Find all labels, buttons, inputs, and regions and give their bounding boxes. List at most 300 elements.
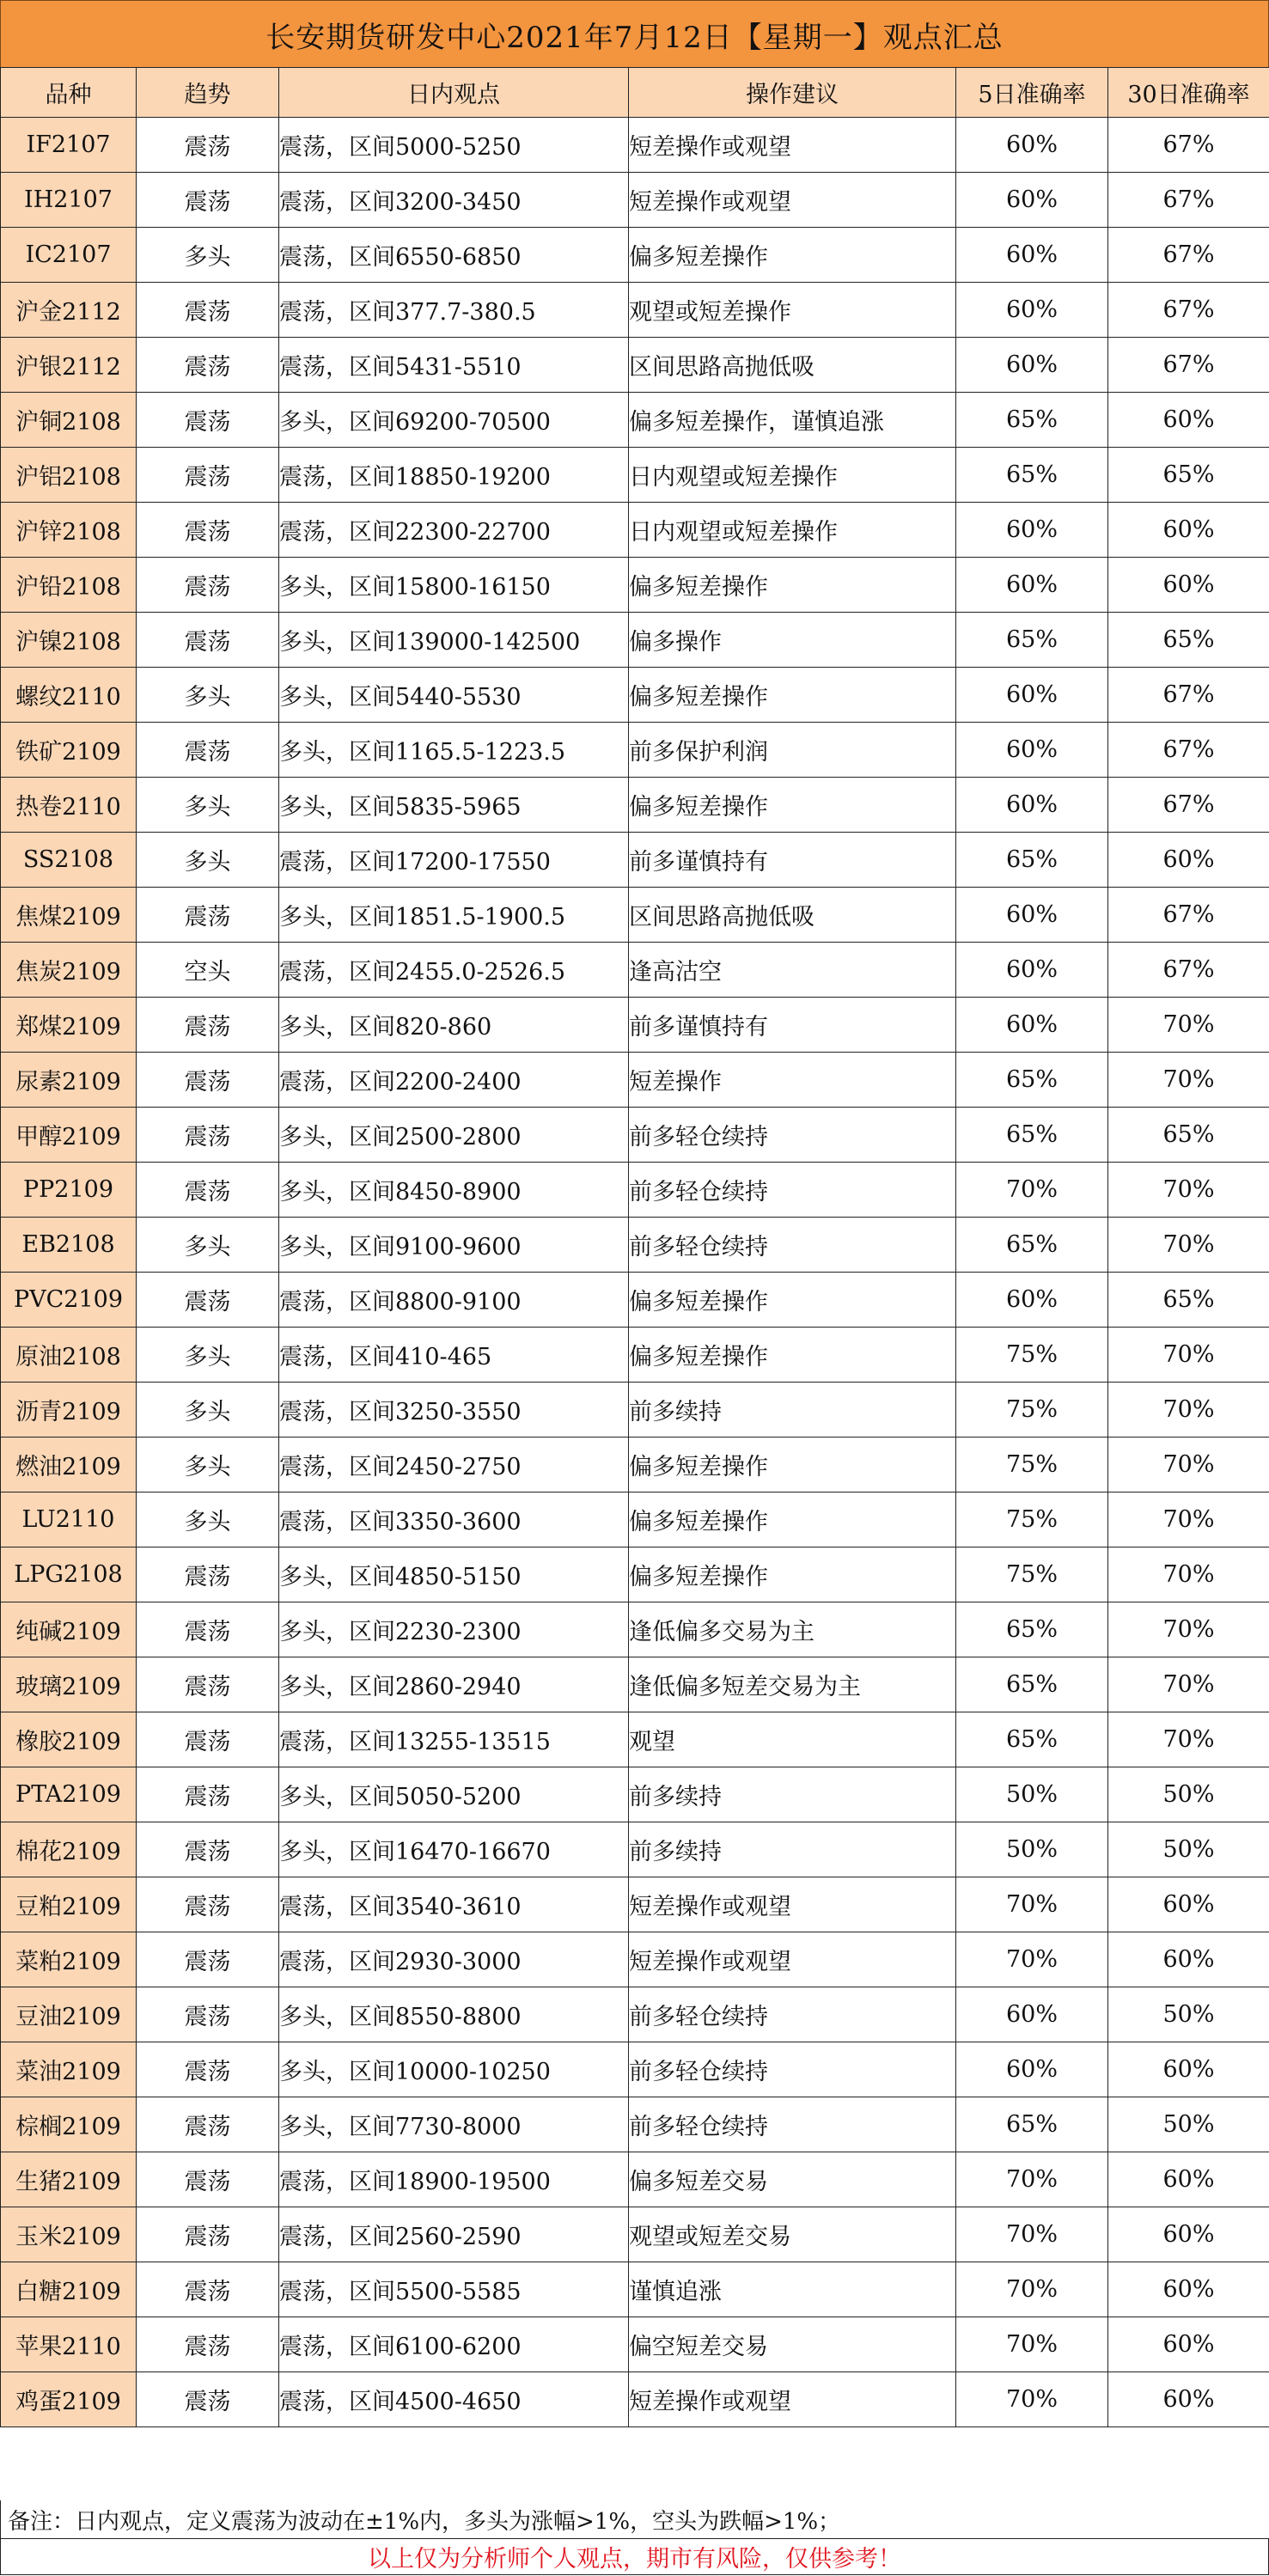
cell-trend: 震荡 — [137, 558, 279, 613]
cell-rate5: 65% — [956, 1657, 1108, 1712]
cell-name: 尿素2109 — [1, 1053, 137, 1108]
cell-view: 震荡，区间2560-2590 — [279, 2207, 629, 2262]
cell-name: 豆粕2109 — [1, 1877, 137, 1932]
cell-advice: 前多轻仓续持 — [629, 2097, 956, 2152]
cell-name: 沪银2112 — [1, 338, 137, 393]
cell-view: 多头，区间139000-142500 — [279, 613, 629, 668]
cell-rate5: 65% — [956, 2097, 1108, 2152]
cell-trend: 震荡 — [137, 888, 279, 943]
cell-view: 震荡，区间2450-2750 — [279, 1438, 629, 1492]
cell-rate5: 60% — [956, 888, 1108, 943]
cell-rate30: 70% — [1108, 1163, 1269, 1218]
cell-view: 震荡，区间2200-2400 — [279, 1053, 629, 1108]
cell-trend: 震荡 — [137, 1602, 279, 1657]
table-row — [1, 1712, 1269, 1767]
cell-advice: 短差操作或观望 — [629, 118, 956, 173]
cell-name: EB2108 — [1, 1218, 137, 1273]
cell-advice: 短差操作或观望 — [629, 1877, 956, 1932]
cell-advice: 偏多操作 — [629, 613, 956, 668]
cell-name: 原油2108 — [1, 1328, 137, 1383]
cell-rate30: 65% — [1108, 448, 1269, 503]
cell-trend: 震荡 — [137, 1657, 279, 1712]
cell-rate5: 60% — [956, 943, 1108, 998]
cell-view: 多头，区间1165.5-1223.5 — [279, 723, 629, 778]
cell-view: 多头，区间69200-70500 — [279, 393, 629, 448]
cell-rate5: 70% — [956, 2152, 1108, 2207]
cell-advice: 前多续持 — [629, 1383, 956, 1438]
cell-advice: 偏多短差操作 — [629, 558, 956, 613]
cell-advice: 偏多短差操作 — [629, 1547, 956, 1602]
cell-view: 震荡，区间13255-13515 — [279, 1712, 629, 1767]
viewpoint-table — [0, 67, 1269, 2427]
cell-rate30: 65% — [1108, 1273, 1269, 1328]
cell-name: 郑煤2109 — [1, 998, 137, 1053]
cell-advice: 前多谨慎持有 — [629, 833, 956, 888]
cell-name: 菜油2109 — [1, 2042, 137, 2097]
cell-view: 多头，区间1851.5-1900.5 — [279, 888, 629, 943]
disclaimer: 以上仅为分析师个人观点，期市有风险，仅供参考！ — [0, 2538, 1269, 2575]
table-row — [1, 2152, 1269, 2207]
cell-trend: 震荡 — [137, 1822, 279, 1877]
cell-rate5: 60% — [956, 228, 1108, 283]
table-row — [1, 2042, 1269, 2097]
cell-rate30: 65% — [1108, 1108, 1269, 1163]
table-row — [1, 1602, 1269, 1657]
cell-view: 震荡，区间5431-5510 — [279, 338, 629, 393]
cell-rate30: 60% — [1108, 833, 1269, 888]
table-body — [1, 118, 1269, 2427]
cell-trend: 震荡 — [137, 173, 279, 228]
table-row — [1, 2207, 1269, 2262]
cell-rate30: 70% — [1108, 1328, 1269, 1383]
cell-advice: 偏多短差操作，谨慎追涨 — [629, 393, 956, 448]
cell-rate30: 60% — [1108, 1932, 1269, 1987]
cell-trend: 震荡 — [137, 613, 279, 668]
cell-name: 热卷2110 — [1, 778, 137, 833]
cell-trend: 震荡 — [137, 1273, 279, 1328]
cell-trend: 震荡 — [137, 1053, 279, 1108]
cell-advice: 偏多短差操作 — [629, 1438, 956, 1492]
cell-view: 震荡，区间3200-3450 — [279, 173, 629, 228]
cell-trend: 震荡 — [137, 2372, 279, 2427]
cell-advice: 日内观望或短差操作 — [629, 503, 956, 558]
cell-rate5: 70% — [956, 1877, 1108, 1932]
cell-trend: 多头 — [137, 833, 279, 888]
cell-trend: 震荡 — [137, 1712, 279, 1767]
cell-rate5: 60% — [956, 118, 1108, 173]
cell-rate30: 67% — [1108, 173, 1269, 228]
cell-advice: 偏多短差操作 — [629, 1328, 956, 1383]
cell-trend: 震荡 — [137, 1108, 279, 1163]
cell-view: 多头，区间8550-8800 — [279, 1987, 629, 2042]
cell-rate30: 70% — [1108, 1602, 1269, 1657]
cell-name: 鸡蛋2109 — [1, 2372, 137, 2427]
cell-rate30: 70% — [1108, 1712, 1269, 1767]
table-row — [1, 723, 1269, 778]
cell-name: 沪锌2108 — [1, 503, 137, 558]
cell-advice: 偏多短差操作 — [629, 778, 956, 833]
cell-rate5: 65% — [956, 1053, 1108, 1108]
cell-trend: 震荡 — [137, 723, 279, 778]
cell-view: 多头，区间8450-8900 — [279, 1163, 629, 1218]
cell-rate30: 60% — [1108, 2152, 1269, 2207]
cell-trend: 震荡 — [137, 2042, 279, 2097]
cell-trend: 多头 — [137, 1328, 279, 1383]
footnote: 备注：日内观点，定义震荡为波动在±1%内，多头为涨幅>1%，空头为跌幅>1%； — [0, 2500, 1269, 2539]
table-row — [1, 558, 1269, 613]
cell-name: SS2108 — [1, 833, 137, 888]
cell-advice: 短差操作或观望 — [629, 2372, 956, 2427]
cell-advice: 前多轻仓续持 — [629, 1218, 956, 1273]
cell-rate5: 65% — [956, 1108, 1108, 1163]
cell-advice: 前多续持 — [629, 1767, 956, 1822]
cell-rate30: 70% — [1108, 998, 1269, 1053]
cell-name: 豆油2109 — [1, 1987, 137, 2042]
table-row — [1, 1877, 1269, 1932]
cell-rate5: 65% — [956, 393, 1108, 448]
table-row — [1, 2317, 1269, 2372]
cell-name: IC2107 — [1, 228, 137, 283]
cell-rate30: 50% — [1108, 1767, 1269, 1822]
cell-name: 橡胶2109 — [1, 1712, 137, 1767]
cell-rate5: 65% — [956, 1218, 1108, 1273]
cell-name: LPG2108 — [1, 1547, 137, 1602]
cell-rate30: 67% — [1108, 283, 1269, 338]
table-row — [1, 613, 1269, 668]
cell-view: 多头，区间16470-16670 — [279, 1822, 629, 1877]
cell-rate30: 67% — [1108, 228, 1269, 283]
cell-rate5: 50% — [956, 1822, 1108, 1877]
cell-advice: 逢低偏多交易为主 — [629, 1602, 956, 1657]
cell-rate30: 70% — [1108, 1492, 1269, 1547]
cell-rate30: 60% — [1108, 2262, 1269, 2317]
cell-rate30: 67% — [1108, 888, 1269, 943]
report-title: 长安期货研发中心2021年7月12日【星期一】观点汇总 — [0, 0, 1269, 68]
table-row — [1, 1657, 1269, 1712]
cell-rate30: 70% — [1108, 1218, 1269, 1273]
cell-view: 震荡，区间6100-6200 — [279, 2317, 629, 2372]
cell-rate30: 67% — [1108, 668, 1269, 723]
table-row — [1, 1932, 1269, 1987]
cell-rate5: 65% — [956, 1602, 1108, 1657]
table-row — [1, 1383, 1269, 1438]
cell-advice: 前多轻仓续持 — [629, 2042, 956, 2097]
cell-advice: 观望或短差操作 — [629, 283, 956, 338]
cell-name: 沪铝2108 — [1, 448, 137, 503]
cell-trend: 多头 — [137, 1218, 279, 1273]
table-row — [1, 173, 1269, 228]
cell-rate30: 67% — [1108, 118, 1269, 173]
cell-name: 棉花2109 — [1, 1822, 137, 1877]
cell-trend: 震荡 — [137, 2262, 279, 2317]
table-row — [1, 1767, 1269, 1822]
cell-advice: 短差操作或观望 — [629, 173, 956, 228]
cell-view: 多头，区间10000-10250 — [279, 2042, 629, 2097]
cell-rate5: 75% — [956, 1383, 1108, 1438]
cell-rate30: 50% — [1108, 2097, 1269, 2152]
cell-trend: 多头 — [137, 668, 279, 723]
cell-rate30: 60% — [1108, 558, 1269, 613]
cell-trend: 震荡 — [137, 2097, 279, 2152]
header-rate5: 5日准确率 — [956, 68, 1108, 118]
table-row — [1, 1492, 1269, 1547]
cell-trend: 震荡 — [137, 448, 279, 503]
cell-name: 棕榈2109 — [1, 2097, 137, 2152]
cell-view: 多头，区间15800-16150 — [279, 558, 629, 613]
cell-name: 沥青2109 — [1, 1383, 137, 1438]
cell-trend: 震荡 — [137, 2152, 279, 2207]
cell-trend: 震荡 — [137, 1767, 279, 1822]
cell-rate30: 70% — [1108, 1438, 1269, 1492]
cell-rate5: 60% — [956, 778, 1108, 833]
cell-rate5: 60% — [956, 338, 1108, 393]
table-row — [1, 1438, 1269, 1492]
cell-rate5: 65% — [956, 448, 1108, 503]
table-row — [1, 998, 1269, 1053]
cell-view: 震荡，区间2930-3000 — [279, 1932, 629, 1987]
cell-rate5: 60% — [956, 503, 1108, 558]
cell-rate5: 60% — [956, 283, 1108, 338]
cell-name: 甲醇2109 — [1, 1108, 137, 1163]
cell-rate30: 65% — [1108, 613, 1269, 668]
header-advice: 操作建议 — [629, 68, 956, 118]
cell-name: 菜粕2109 — [1, 1932, 137, 1987]
header-trend: 趋势 — [137, 68, 279, 118]
cell-trend: 震荡 — [137, 1932, 279, 1987]
cell-rate5: 60% — [956, 668, 1108, 723]
table-row — [1, 338, 1269, 393]
cell-view: 震荡，区间3250-3550 — [279, 1383, 629, 1438]
cell-rate30: 60% — [1108, 2317, 1269, 2372]
cell-name: 螺纹2110 — [1, 668, 137, 723]
cell-trend: 震荡 — [137, 2317, 279, 2372]
cell-rate5: 65% — [956, 833, 1108, 888]
cell-rate5: 75% — [956, 1328, 1108, 1383]
cell-view: 多头，区间4850-5150 — [279, 1547, 629, 1602]
cell-rate5: 70% — [956, 2372, 1108, 2427]
cell-advice: 逢低偏多短差交易为主 — [629, 1657, 956, 1712]
cell-advice: 偏多短差操作 — [629, 228, 956, 283]
cell-view: 多头，区间2860-2940 — [279, 1657, 629, 1712]
cell-name: 焦炭2109 — [1, 943, 137, 998]
cell-advice: 逢高沽空 — [629, 943, 956, 998]
cell-view: 震荡，区间17200-17550 — [279, 833, 629, 888]
cell-name: 纯碱2109 — [1, 1602, 137, 1657]
cell-advice: 偏多短差操作 — [629, 668, 956, 723]
cell-rate5: 60% — [956, 998, 1108, 1053]
cell-advice: 日内观望或短差操作 — [629, 448, 956, 503]
cell-rate5: 70% — [956, 2262, 1108, 2317]
cell-rate30: 70% — [1108, 1657, 1269, 1712]
cell-advice: 偏空短差交易 — [629, 2317, 956, 2372]
cell-view: 震荡，区间8800-9100 — [279, 1273, 629, 1328]
cell-rate5: 60% — [956, 723, 1108, 778]
cell-trend: 震荡 — [137, 998, 279, 1053]
cell-rate30: 60% — [1108, 2372, 1269, 2427]
cell-trend: 多头 — [137, 1492, 279, 1547]
cell-view: 震荡，区间2455.0-2526.5 — [279, 943, 629, 998]
cell-view: 多头，区间5440-5530 — [279, 668, 629, 723]
table-row — [1, 888, 1269, 943]
cell-view: 多头，区间7730-8000 — [279, 2097, 629, 2152]
cell-rate5: 60% — [956, 558, 1108, 613]
cell-trend: 空头 — [137, 943, 279, 998]
cell-trend: 多头 — [137, 228, 279, 283]
cell-rate5: 70% — [956, 2207, 1108, 2262]
cell-trend: 震荡 — [137, 393, 279, 448]
cell-view: 多头，区间5050-5200 — [279, 1767, 629, 1822]
table-row — [1, 118, 1269, 173]
cell-view: 震荡，区间18850-19200 — [279, 448, 629, 503]
table-row — [1, 1053, 1269, 1108]
cell-rate30: 67% — [1108, 338, 1269, 393]
cell-rate5: 60% — [956, 173, 1108, 228]
table-row — [1, 393, 1269, 448]
table-row — [1, 228, 1269, 283]
table-row — [1, 1163, 1269, 1218]
cell-advice: 前多轻仓续持 — [629, 1163, 956, 1218]
cell-trend: 震荡 — [137, 1163, 279, 1218]
table-row — [1, 2372, 1269, 2427]
header-rate30: 30日准确率 — [1108, 68, 1269, 118]
cell-advice: 谨慎追涨 — [629, 2262, 956, 2317]
cell-rate30: 70% — [1108, 1383, 1269, 1438]
cell-name: 沪金2112 — [1, 283, 137, 338]
cell-view: 多头，区间820-860 — [279, 998, 629, 1053]
cell-rate5: 70% — [956, 2317, 1108, 2372]
cell-name: IF2107 — [1, 118, 137, 173]
cell-advice: 区间思路高抛低吸 — [629, 338, 956, 393]
cell-view: 震荡，区间18900-19500 — [279, 2152, 629, 2207]
cell-advice: 观望 — [629, 1712, 956, 1767]
header-name: 品种 — [1, 68, 137, 118]
cell-trend: 震荡 — [137, 1547, 279, 1602]
cell-name: 玉米2109 — [1, 2207, 137, 2262]
cell-view: 震荡，区间5500-5585 — [279, 2262, 629, 2317]
table-row — [1, 833, 1269, 888]
table-row — [1, 668, 1269, 723]
cell-rate30: 70% — [1108, 1053, 1269, 1108]
cell-name: PP2109 — [1, 1163, 137, 1218]
cell-rate5: 70% — [956, 1932, 1108, 1987]
table-row — [1, 1987, 1269, 2042]
cell-rate30: 60% — [1108, 2207, 1269, 2262]
cell-view: 震荡，区间4500-4650 — [279, 2372, 629, 2427]
cell-rate30: 67% — [1108, 943, 1269, 998]
cell-name: LU2110 — [1, 1492, 137, 1547]
cell-advice: 偏多短差操作 — [629, 1273, 956, 1328]
cell-rate5: 70% — [956, 1163, 1108, 1218]
cell-name: 生猪2109 — [1, 2152, 137, 2207]
cell-rate5: 60% — [956, 1987, 1108, 2042]
cell-advice: 前多轻仓续持 — [629, 1108, 956, 1163]
cell-view: 多头，区间5835-5965 — [279, 778, 629, 833]
cell-advice: 前多谨慎持有 — [629, 998, 956, 1053]
cell-view: 震荡，区间5000-5250 — [279, 118, 629, 173]
cell-rate30: 60% — [1108, 1877, 1269, 1932]
cell-advice: 偏多短差交易 — [629, 2152, 956, 2207]
cell-rate5: 65% — [956, 1712, 1108, 1767]
cell-rate5: 50% — [956, 1767, 1108, 1822]
cell-rate30: 60% — [1108, 393, 1269, 448]
cell-view: 震荡，区间3540-3610 — [279, 1877, 629, 1932]
cell-advice: 前多保护利润 — [629, 723, 956, 778]
cell-advice: 区间思路高抛低吸 — [629, 888, 956, 943]
cell-rate30: 70% — [1108, 1547, 1269, 1602]
table-row — [1, 2097, 1269, 2152]
cell-name: 焦煤2109 — [1, 888, 137, 943]
cell-rate5: 75% — [956, 1547, 1108, 1602]
cell-trend: 震荡 — [137, 338, 279, 393]
table-row — [1, 283, 1269, 338]
cell-rate30: 60% — [1108, 2042, 1269, 2097]
table-row — [1, 448, 1269, 503]
table-row — [1, 1328, 1269, 1383]
cell-trend: 多头 — [137, 1383, 279, 1438]
cell-trend: 震荡 — [137, 1987, 279, 2042]
cell-trend: 震荡 — [137, 283, 279, 338]
cell-name: 沪镍2108 — [1, 613, 137, 668]
cell-rate30: 50% — [1108, 1987, 1269, 2042]
cell-advice: 短差操作或观望 — [629, 1932, 956, 1987]
cell-trend: 震荡 — [137, 503, 279, 558]
cell-rate30: 50% — [1108, 1822, 1269, 1877]
table-header-row — [1, 68, 1269, 118]
cell-view: 震荡，区间22300-22700 — [279, 503, 629, 558]
table-row — [1, 778, 1269, 833]
cell-advice: 观望或短差交易 — [629, 2207, 956, 2262]
cell-view: 震荡，区间410-465 — [279, 1328, 629, 1383]
cell-view: 多头，区间2500-2800 — [279, 1108, 629, 1163]
cell-rate30: 67% — [1108, 723, 1269, 778]
table-row — [1, 1822, 1269, 1877]
table-row — [1, 2262, 1269, 2317]
cell-trend: 震荡 — [137, 2207, 279, 2262]
cell-trend: 震荡 — [137, 1877, 279, 1932]
cell-advice: 短差操作 — [629, 1053, 956, 1108]
cell-view: 多头，区间9100-9600 — [279, 1218, 629, 1273]
cell-rate5: 75% — [956, 1438, 1108, 1492]
cell-view: 震荡，区间6550-6850 — [279, 228, 629, 283]
cell-rate5: 75% — [956, 1492, 1108, 1547]
cell-trend: 多头 — [137, 778, 279, 833]
cell-advice: 前多轻仓续持 — [629, 1987, 956, 2042]
cell-trend: 震荡 — [137, 118, 279, 173]
cell-rate5: 60% — [956, 2042, 1108, 2097]
cell-view: 震荡，区间377.7-380.5 — [279, 283, 629, 338]
cell-rate5: 65% — [956, 613, 1108, 668]
table-row — [1, 1273, 1269, 1328]
cell-name: 苹果2110 — [1, 2317, 137, 2372]
cell-name: 燃油2109 — [1, 1438, 137, 1492]
cell-rate30: 60% — [1108, 503, 1269, 558]
cell-advice: 偏多短差操作 — [629, 1492, 956, 1547]
cell-name: IH2107 — [1, 173, 137, 228]
cell-name: PTA2109 — [1, 1767, 137, 1822]
table-row — [1, 1218, 1269, 1273]
cell-name: 玻璃2109 — [1, 1657, 137, 1712]
header-view: 日内观点 — [279, 68, 629, 118]
cell-rate5: 60% — [956, 1273, 1108, 1328]
table-row — [1, 1547, 1269, 1602]
cell-advice: 前多续持 — [629, 1822, 956, 1877]
cell-name: 白糖2109 — [1, 2262, 137, 2317]
cell-rate30: 67% — [1108, 778, 1269, 833]
cell-name: 沪铅2108 — [1, 558, 137, 613]
table-row — [1, 943, 1269, 998]
cell-view: 震荡，区间3350-3600 — [279, 1492, 629, 1547]
cell-name: PVC2109 — [1, 1273, 137, 1328]
